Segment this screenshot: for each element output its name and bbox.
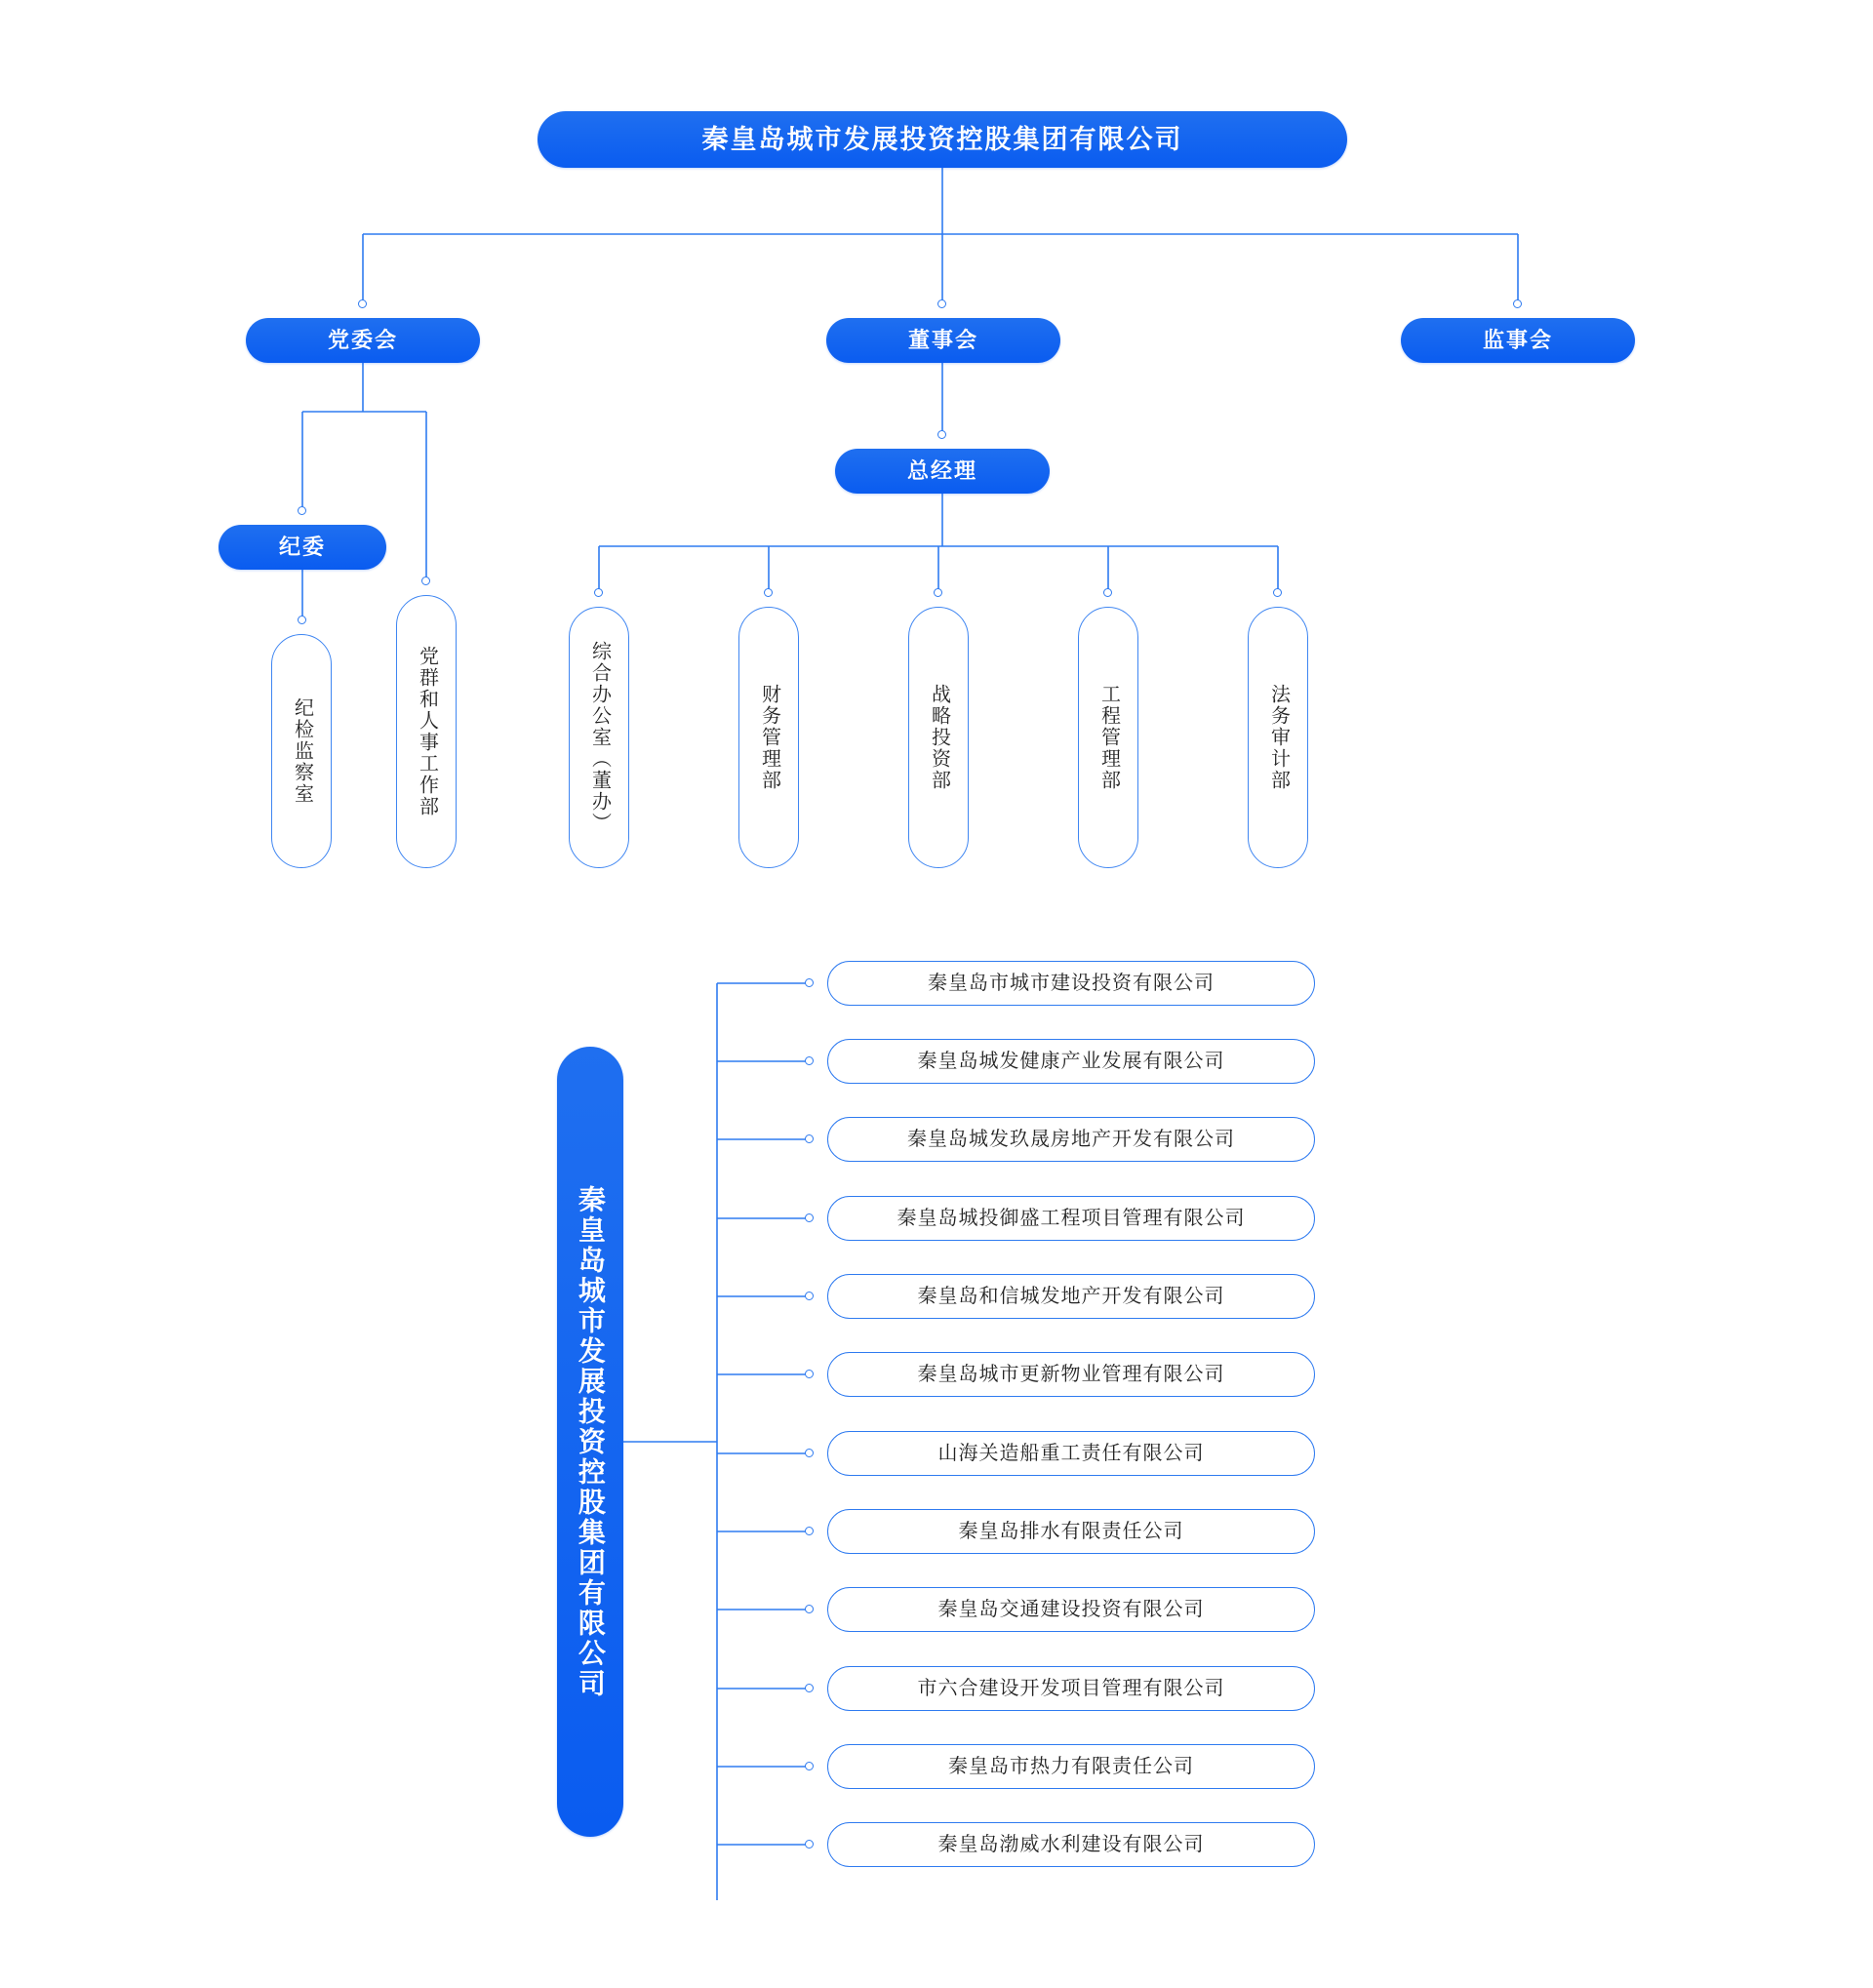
org-node-dept-strategic-investment[interactable]: 战略投资部 — [908, 607, 969, 868]
connector-dot — [805, 978, 814, 987]
connector-dot — [764, 588, 773, 597]
org-node-board-of-supervisors[interactable]: 监事会 — [1401, 318, 1635, 363]
connector-dot — [421, 577, 430, 585]
connector-dot — [298, 616, 306, 624]
subsidiary-item[interactable]: 秦皇岛交通建设投资有限公司 — [827, 1587, 1315, 1632]
subsidiary-item[interactable]: 秦皇岛城发玖晟房地产开发有限公司 — [827, 1117, 1315, 1162]
connector-dot — [805, 1213, 814, 1222]
org-node-board-of-directors[interactable]: 董事会 — [826, 318, 1060, 363]
org-node-party-committee[interactable]: 党委会 — [246, 318, 480, 363]
subsidiaries-parent-node[interactable]: 秦皇岛城市发展投资控股集团有限公司 — [557, 1047, 623, 1837]
org-node-dept-legal-audit[interactable]: 法务审计部 — [1248, 607, 1308, 868]
connector-dot — [937, 430, 946, 439]
subsidiary-item[interactable]: 秦皇岛城发健康产业发展有限公司 — [827, 1039, 1315, 1084]
org-node-dept-finance[interactable]: 财务管理部 — [738, 607, 799, 868]
connector-dot — [805, 1370, 814, 1378]
org-node-dept-engineering[interactable]: 工程管理部 — [1078, 607, 1138, 868]
connector-dot — [805, 1527, 814, 1535]
subsidiary-item[interactable]: 秦皇岛和信城发地产开发有限公司 — [827, 1274, 1315, 1319]
org-node-root[interactable]: 秦皇岛城市发展投资控股集团有限公司 — [538, 111, 1347, 168]
subsidiary-item[interactable]: 市六合建设开发项目管理有限公司 — [827, 1666, 1315, 1711]
connector-dot — [805, 1605, 814, 1613]
connector-dot — [1513, 299, 1522, 308]
subsidiary-item[interactable]: 秦皇岛渤威水利建设有限公司 — [827, 1822, 1315, 1867]
connector-dot — [937, 299, 946, 308]
org-node-discipline-committee[interactable]: 纪委 — [219, 525, 386, 570]
connector-dot — [934, 588, 942, 597]
connector-dot — [358, 299, 367, 308]
connector-dot — [805, 1762, 814, 1770]
connector-dot — [1273, 588, 1282, 597]
connector-dot — [805, 1449, 814, 1457]
connector-dot — [298, 506, 306, 515]
org-node-dept-jijian-jiancha-shi[interactable]: 纪检监察室 — [271, 634, 332, 868]
org-node-dept-general-office[interactable]: 综合办公室（董办） — [569, 607, 629, 868]
subsidiary-item[interactable]: 秦皇岛排水有限责任公司 — [827, 1509, 1315, 1554]
subsidiary-item[interactable]: 山海关造船重工责任有限公司 — [827, 1431, 1315, 1476]
connector-dot — [805, 1684, 814, 1692]
connector-dot — [805, 1134, 814, 1143]
org-node-general-manager[interactable]: 总经理 — [835, 449, 1050, 494]
connector-dot — [805, 1056, 814, 1065]
org-node-dept-dangqun-renshi[interactable]: 党群和人事工作部 — [396, 595, 457, 868]
subsidiary-item[interactable]: 秦皇岛城市更新物业管理有限公司 — [827, 1352, 1315, 1397]
subsidiary-item[interactable]: 秦皇岛城投御盛工程项目管理有限公司 — [827, 1196, 1315, 1241]
connector-dot — [805, 1292, 814, 1300]
connector-dot — [1103, 588, 1112, 597]
subsidiary-item[interactable]: 秦皇岛市热力有限责任公司 — [827, 1744, 1315, 1789]
connector-dot — [805, 1840, 814, 1849]
subsidiary-item[interactable]: 秦皇岛市城市建设投资有限公司 — [827, 961, 1315, 1006]
connector-dot — [594, 588, 603, 597]
